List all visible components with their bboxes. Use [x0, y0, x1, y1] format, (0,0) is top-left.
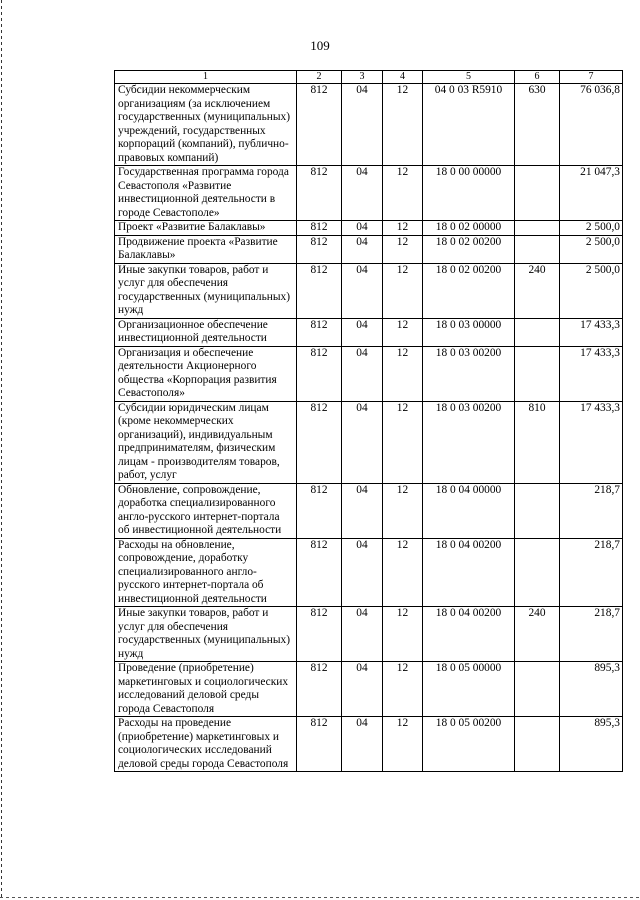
section-code-cell: 04 — [342, 401, 383, 483]
name-cell: Субсидии некоммерческим организациям (за исключением государственных (муниципальных) учреждений, государственных корпораций (компаний), публично-правовых компаний) — [115, 84, 297, 166]
name-cell: Проект «Развитие Балаклавы» — [115, 221, 297, 236]
section-code-cell: 04 — [342, 235, 383, 263]
expense-type-cell — [515, 717, 560, 772]
header-cell-4: 4 — [383, 71, 423, 84]
expense-type-cell — [515, 662, 560, 717]
table-row — [115, 607, 623, 662]
budget-table — [114, 70, 623, 772]
subsection-code-cell: 12 — [383, 483, 423, 538]
amount-cell: 218,7 — [560, 607, 623, 662]
subsection-code-cell: 12 — [383, 235, 423, 263]
ministry-code-cell: 812 — [297, 221, 342, 236]
header-cell-1: 1 — [115, 71, 297, 84]
table-row — [115, 221, 623, 236]
subsection-code-cell: 12 — [383, 263, 423, 318]
section-code-cell: 04 — [342, 166, 383, 221]
expense-type-cell: 240 — [515, 263, 560, 318]
expense-type-cell — [515, 318, 560, 346]
target-article-cell: 18 0 02 00200 — [423, 235, 515, 263]
header-cell-7: 7 — [560, 71, 623, 84]
target-article-cell: 18 0 05 00000 — [423, 662, 515, 717]
subsection-code-cell: 12 — [383, 401, 423, 483]
table-row — [115, 717, 623, 772]
subsection-code-cell: 12 — [383, 166, 423, 221]
expense-type-cell: 240 — [515, 607, 560, 662]
amount-cell: 2 500,0 — [560, 263, 623, 318]
amount-cell: 17 433,3 — [560, 401, 623, 483]
section-code-cell: 04 — [342, 318, 383, 346]
ministry-code-cell: 812 — [297, 346, 342, 401]
header-cell-2: 2 — [297, 71, 342, 84]
name-cell: Проведение (приобретение) маркетинговых и социологических исследований деловой среды города Севастополя — [115, 662, 297, 717]
table-row — [115, 263, 623, 318]
target-article-cell: 18 0 03 00200 — [423, 346, 515, 401]
header-cell-6: 6 — [515, 71, 560, 84]
subsection-code-cell: 12 — [383, 318, 423, 346]
subsection-code-cell: 12 — [383, 346, 423, 401]
ministry-code-cell: 812 — [297, 483, 342, 538]
expense-type-cell — [515, 538, 560, 607]
table-row — [115, 235, 623, 263]
target-article-cell: 18 0 04 00200 — [423, 538, 515, 607]
table-row — [115, 483, 623, 538]
ministry-code-cell: 812 — [297, 84, 342, 166]
subsection-code-cell: 12 — [383, 221, 423, 236]
amount-cell: 17 433,3 — [560, 318, 623, 346]
name-cell: Расходы на проведение (приобретение) маркетинговых и социологических исследований деловой среды города Севастополя — [115, 717, 297, 772]
ministry-code-cell: 812 — [297, 318, 342, 346]
section-code-cell: 04 — [342, 483, 383, 538]
name-cell: Субсидии юридическим лицам (кроме некоммерческих организаций), индивидуальным предпринимателям, физическим лицам - производителям товаров, работ, услуг — [115, 401, 297, 483]
name-cell: Организационное обеспечение инвестиционной деятельности — [115, 318, 297, 346]
ministry-code-cell: 812 — [297, 401, 342, 483]
section-code-cell: 04 — [342, 263, 383, 318]
page-number: 109 — [310, 38, 330, 53]
header-cell-5: 5 — [423, 71, 515, 84]
target-article-cell: 18 0 00 00000 — [423, 166, 515, 221]
target-article-cell: 18 0 03 00200 — [423, 401, 515, 483]
expense-type-cell — [515, 483, 560, 538]
table-body — [115, 71, 623, 772]
section-code-cell: 04 — [342, 717, 383, 772]
amount-cell: 895,3 — [560, 717, 623, 772]
header-cell-3: 3 — [342, 71, 383, 84]
subsection-code-cell: 12 — [383, 607, 423, 662]
ministry-code-cell: 812 — [297, 263, 342, 318]
subsection-code-cell: 12 — [383, 662, 423, 717]
target-article-cell: 18 0 02 00200 — [423, 263, 515, 318]
table-row — [115, 346, 623, 401]
ministry-code-cell: 812 — [297, 662, 342, 717]
target-article-cell: 18 0 04 00000 — [423, 483, 515, 538]
name-cell: Обновление, сопровождение, доработка специализированного англо-русского интернет-портала об инвестиционной деятельности — [115, 483, 297, 538]
expense-type-cell — [515, 346, 560, 401]
ministry-code-cell: 812 — [297, 538, 342, 607]
ministry-code-cell: 812 — [297, 166, 342, 221]
scan-edge-bottom — [0, 897, 640, 898]
target-article-cell: 04 0 03 R5910 — [423, 84, 515, 166]
name-cell: Расходы на обновление, сопровождение, доработку специализированного англо-русского интернет-портала об инвестиционной деятельности — [115, 538, 297, 607]
subsection-code-cell: 12 — [383, 717, 423, 772]
amount-cell: 2 500,0 — [560, 221, 623, 236]
ministry-code-cell: 812 — [297, 607, 342, 662]
amount-cell: 76 036,8 — [560, 84, 623, 166]
section-code-cell: 04 — [342, 607, 383, 662]
amount-cell: 2 500,0 — [560, 235, 623, 263]
section-code-cell: 04 — [342, 84, 383, 166]
target-article-cell: 18 0 03 00000 — [423, 318, 515, 346]
expense-type-cell: 810 — [515, 401, 560, 483]
section-code-cell: 04 — [342, 538, 383, 607]
expense-type-cell — [515, 221, 560, 236]
expense-type-cell: 630 — [515, 84, 560, 166]
target-article-cell: 18 0 02 00000 — [423, 221, 515, 236]
table-row — [115, 318, 623, 346]
table-row — [115, 662, 623, 717]
subsection-code-cell: 12 — [383, 538, 423, 607]
name-cell: Иные закупки товаров, работ и услуг для обеспечения государственных (муниципальных) нужд — [115, 263, 297, 318]
ministry-code-cell: 812 — [297, 235, 342, 263]
section-code-cell: 04 — [342, 346, 383, 401]
table-header-row — [115, 71, 623, 84]
amount-cell: 21 047,3 — [560, 166, 623, 221]
table-row — [115, 401, 623, 483]
ministry-code-cell: 812 — [297, 717, 342, 772]
expense-type-cell — [515, 166, 560, 221]
table-row — [115, 538, 623, 607]
subsection-code-cell: 12 — [383, 84, 423, 166]
section-code-cell: 04 — [342, 221, 383, 236]
target-article-cell: 18 0 04 00200 — [423, 607, 515, 662]
amount-cell: 218,7 — [560, 538, 623, 607]
name-cell: Государственная программа города Севастополя «Развитие инвестиционной деятельности в городе Севастополе» — [115, 166, 297, 221]
target-article-cell: 18 0 05 00200 — [423, 717, 515, 772]
table-row — [115, 84, 623, 166]
table-row — [115, 166, 623, 221]
amount-cell: 895,3 — [560, 662, 623, 717]
name-cell: Иные закупки товаров, работ и услуг для обеспечения государственных (муниципальных) нужд — [115, 607, 297, 662]
amount-cell: 218,7 — [560, 483, 623, 538]
section-code-cell: 04 — [342, 662, 383, 717]
scan-edge-left — [1, 0, 2, 900]
expense-type-cell — [515, 235, 560, 263]
amount-cell: 17 433,3 — [560, 346, 623, 401]
name-cell: Продвижение проекта «Развитие Балаклавы» — [115, 235, 297, 263]
name-cell: Организация и обеспечение деятельности Акционерного общества «Корпорация развития Севастополя» — [115, 346, 297, 401]
